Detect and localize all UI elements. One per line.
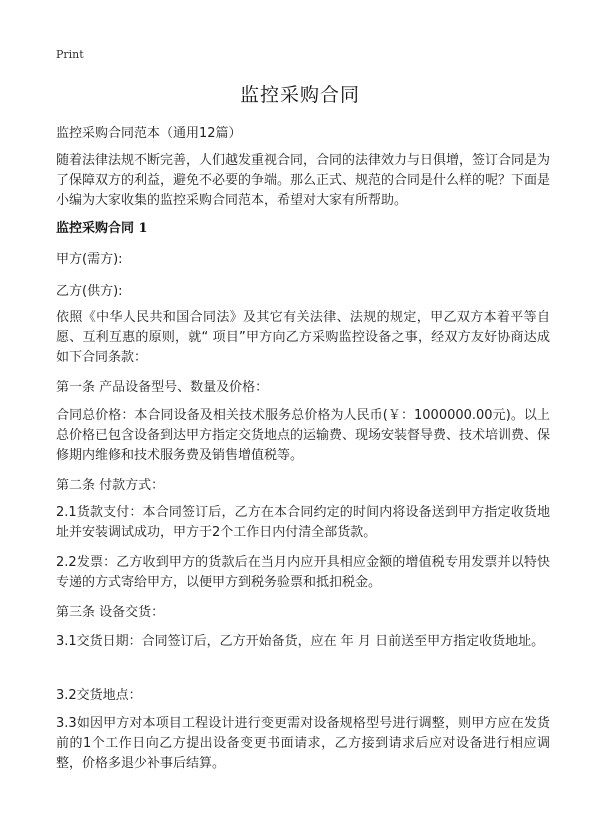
article-3-heading: 第三条 设备交货： xyxy=(56,605,165,620)
document-title: 监控采购合同 xyxy=(239,84,360,106)
total-price-paragraph: 合同总价格：本合同设备及相关技术服务总价格为人民币(￥：1000000.00元)。以上总价格已包含设备到达甲方指定交货地点的运输费、现场安装督导费、技术培训费、保修期内维修和技术服务费及销售增值税等。 xyxy=(56,408,551,463)
delivery-clause-3-2: 3.2交货地点： xyxy=(56,688,142,703)
preamble-paragraph: 依照《中华人民共和国合同法》及其它有关法律、法规的规定，甲乙双方本着平等自愿、互利互惠的原则，就“ 项目”甲方向乙方采购监控设备之事，经双方友好协商达成如下合同条款： xyxy=(56,310,550,365)
article-1-heading: 第一条 产品设备型号、数量及价格： xyxy=(56,380,269,395)
payment-clause-2-2: 2.2发票：乙方收到甲方的货款后在当月内应开具相应金额的增值税专用发票并以特快专递的方式寄给甲方，以便甲方到税务验票和抵扣税金。 xyxy=(56,555,550,590)
section-heading: 监控采购合同 1 xyxy=(56,221,148,236)
delivery-clause-3-3: 3.3如因甲方对本项目工程设计进行变更需对设备规格型号进行调整，则甲方应在发货前的1个工作日向乙方提出设备变更书面请求，乙方接到请求后应对设备进行相应调整，价格多退少补事后结算。 xyxy=(56,716,550,771)
payment-clause-2-1: 2.1货款支付：本合同签订后，乙方在本合同约定的时间内将设备送到甲方指定收货地址并安装调试成功，甲方于2个工作日内付清全部货款。 xyxy=(56,505,550,540)
article-2-heading: 第二条 付款方式： xyxy=(56,478,165,493)
document-subtitle: 监控采购合同范本（通用12篇） xyxy=(56,126,242,141)
print-link[interactable]: Print xyxy=(56,48,84,61)
intro-paragraph: 随着法律法规不断完善，人们越发重视合同，合同的法律效力与日俱增，签订合同是为了保障双方的利益，避免不必要的争端。那么正式、规范的合同是什么样的呢？下面是小编为大家收集的监控采购合同范本，希望对大家有所帮助。 xyxy=(56,153,551,208)
delivery-clause-3-1: 3.1交货日期：合同签订后，乙方开始备货，应在 年 月 日前送至甲方指定收货地址。 xyxy=(56,634,545,649)
party-b-line: 乙方(供方): xyxy=(56,284,123,299)
party-a-line: 甲方(需方): xyxy=(56,252,123,267)
